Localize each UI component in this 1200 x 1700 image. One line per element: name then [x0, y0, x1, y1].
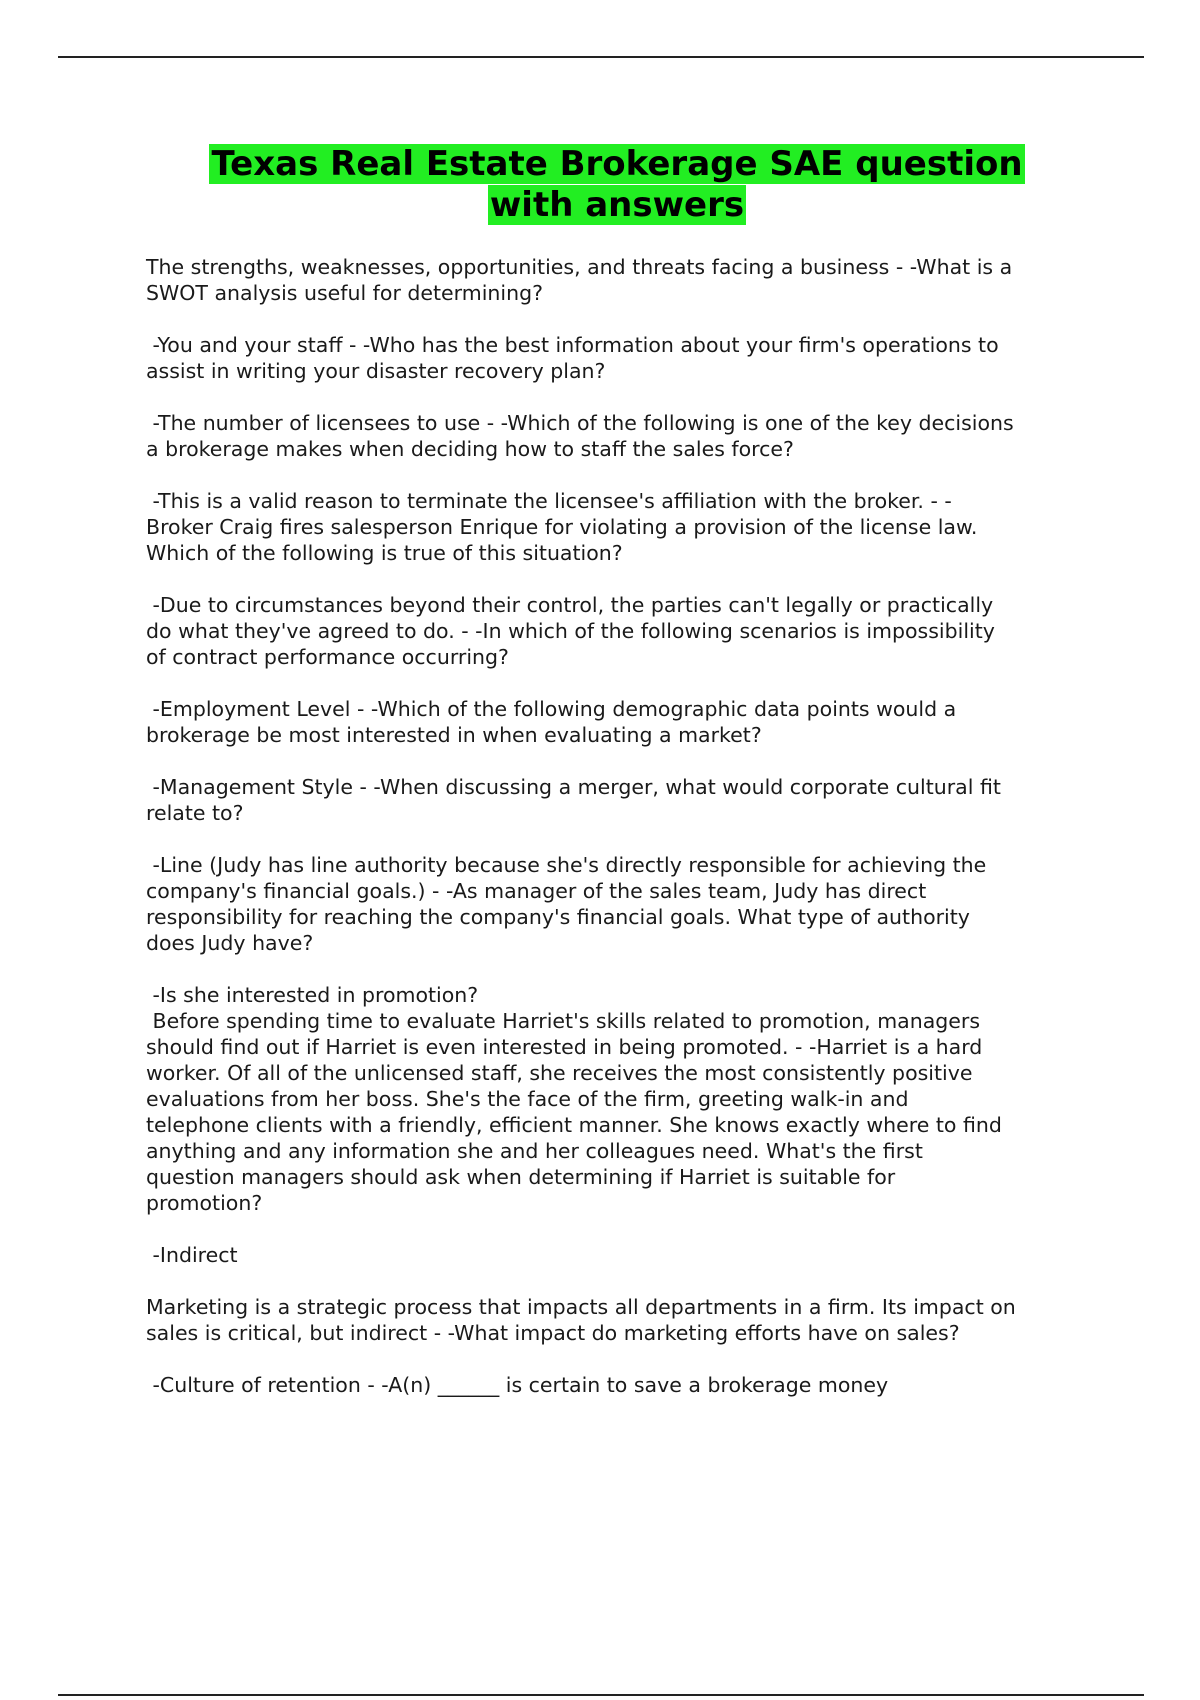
- qa-paragraph-12: -Culture of retention - -A(n) ______ is certain to save a brokerage money: [146, 1373, 889, 1397]
- qa-paragraph-5: -Due to circumstances beyond their control, the parties can't legally or practically do what they've agreed to do. - -In which of the following scenarios is impossibility of contract performance occurring?: [146, 593, 995, 669]
- qa-paragraph-2: -You and your staff - -Who has the best information about your firm's operations to assist in writing your disaster recovery plan?: [146, 333, 999, 383]
- document-title: [0, 144, 1200, 226]
- footer-rule: [58, 1694, 1144, 1696]
- qa-paragraph-11: Marketing is a strategic process that impacts all departments in a firm. Its impact on sales is critical, but indirect - -What impact do marketing efforts have on sales?: [146, 1295, 1016, 1345]
- title-line-2: with answers: [489, 185, 745, 225]
- qa-paragraph-4: -This is a valid reason to terminate the licensee's affiliation with the broker. - - Broker Craig fires salesperson Enrique for violating a provision of the license law. Which of the following is true of this situation?: [146, 489, 978, 565]
- qa-paragraph-10: -Indirect: [146, 1243, 238, 1267]
- header-rule: [58, 56, 1144, 58]
- qa-paragraph-7: -Management Style - -When discussing a merger, what would corporate cultural fit relate to?: [146, 775, 1001, 825]
- qa-paragraph-3: -The number of licensees to use - -Which of the following is one of the key decisions a brokerage makes when deciding how to staff the sales force?: [146, 411, 1014, 461]
- title-line-1: Texas Real Estate Brokerage SAE question: [211, 144, 1023, 184]
- qa-paragraph-9: -Is she interested in promotion? Before spending time to evaluate Harriet's skills related to promotion, managers should find out if Harriet is even interested in being promoted. - -Harriet is a hard worker. Of all of the unlicensed staff, she receives the most consistently positive evaluations from her boss. She's the face of the firm, greeting walk-in and telephone clients with a friendly, efficient manner. She knows exactly where to find anything and any information she and her colleagues need. What's the first question managers should ask when determining if Harriet is suitable for promotion?: [146, 983, 1002, 1215]
- document-body: [146, 254, 1096, 1424]
- qa-paragraph-1: The strengths, weaknesses, opportunities, and threats facing a business - -What is a SWOT analysis useful for determining?: [146, 255, 1013, 305]
- qa-paragraph-8: -Line (Judy has line authority because she's directly responsible for achieving the company's financial goals.) - -As manager of the sales team, Judy has direct responsibility for reaching the company's financial goals. What type of authority does Judy have?: [146, 853, 987, 955]
- qa-paragraph-6: -Employment Level - -Which of the following demographic data points would a brokerage be most interested in when evaluating a market?: [146, 697, 957, 747]
